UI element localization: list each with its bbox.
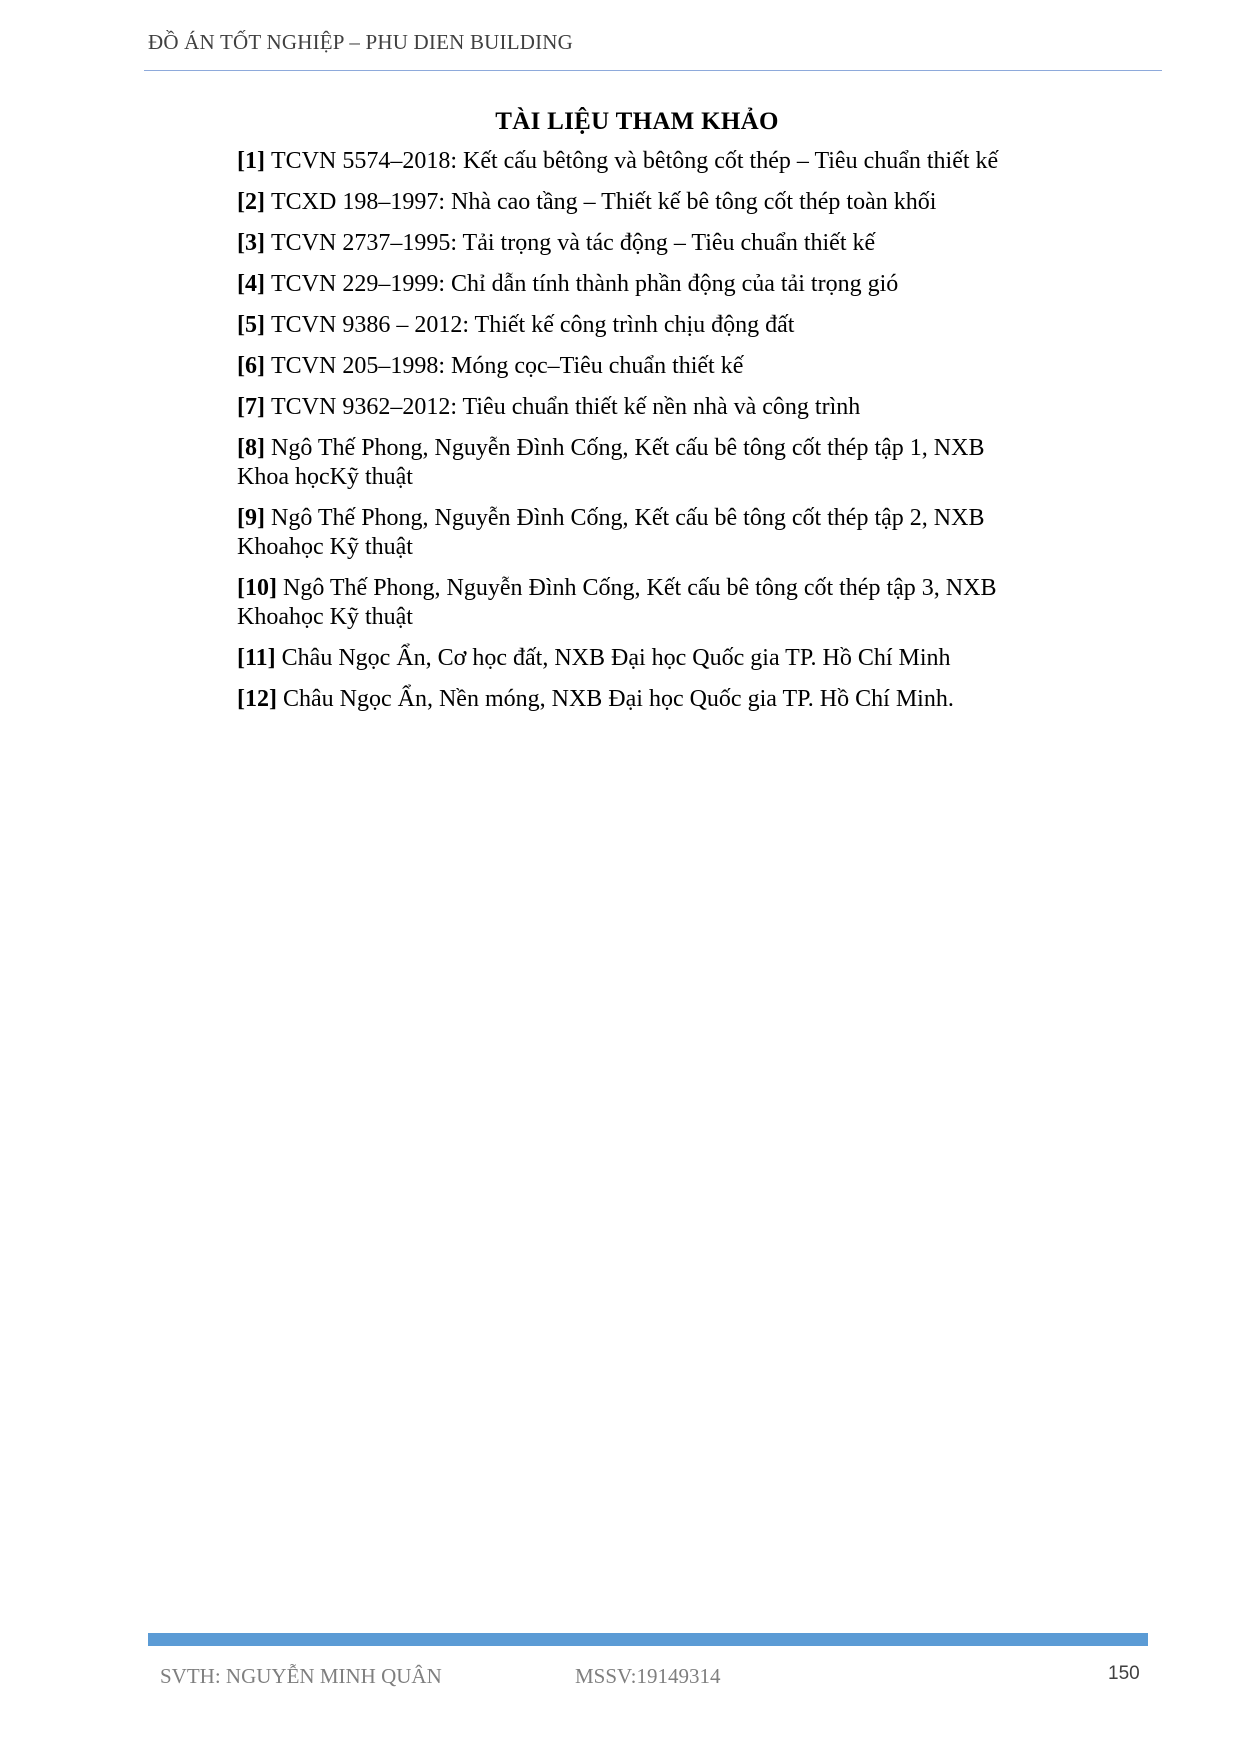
reference-item-12 bbox=[237, 685, 1037, 714]
reference-text: TCVN 229–1999: Chỉ dẫn tính thành phần động của tải trọng gió bbox=[270, 271, 899, 297]
reference-number: [5] bbox=[237, 312, 265, 338]
reference-text: Ngô Thế Phong, Nguyễn Đình Cống, Kết cấu bê tông cốt thép tập 3, NXB Khoahọc Kỹ thuật bbox=[237, 575, 997, 630]
reference-number: [10] bbox=[237, 575, 277, 601]
reference-number: [1] bbox=[237, 148, 265, 174]
page-title: TÀI LIỆU THAM KHẢO bbox=[495, 108, 779, 135]
reference-item-5 bbox=[237, 311, 1037, 340]
reference-list bbox=[237, 147, 1037, 714]
reference-number: [8] bbox=[237, 435, 265, 461]
reference-text: TCVN 9362–2012: Tiêu chuẩn thiết kế nền nhà và công trình bbox=[270, 394, 861, 420]
reference-number: [6] bbox=[237, 353, 265, 379]
reference-text: TCXD 198–1997: Nhà cao tầng – Thiết kế bê tông cốt thép toàn khối bbox=[270, 189, 937, 215]
reference-number: [12] bbox=[237, 686, 277, 712]
reference-item-2 bbox=[237, 188, 1037, 217]
footer-student-name: SVTH: NGUYỄN MINH QUÂN bbox=[160, 1664, 442, 1688]
footer-student-id: MSSV:19149314 bbox=[575, 1664, 721, 1688]
reference-text: TCVN 5574–2018: Kết cấu bêtông và bêtông cốt thép – Tiêu chuẩn thiết kế bbox=[270, 148, 999, 174]
reference-item-10 bbox=[237, 574, 1037, 632]
reference-text: Châu Ngọc Ẩn, Cơ học đất, NXB Đại học Quốc gia TP. Hồ Chí Minh bbox=[281, 645, 951, 671]
reference-text: Ngô Thế Phong, Nguyễn Đình Cống, Kết cấu bê tông cốt thép tập 2, NXB Khoahọc Kỹ thuật bbox=[237, 505, 985, 560]
reference-item-4 bbox=[237, 270, 1037, 299]
reference-text: TCVN 205–1998: Móng cọc–Tiêu chuẩn thiết kế bbox=[270, 353, 744, 379]
reference-number: [7] bbox=[237, 394, 265, 420]
header-title: ĐỒ ÁN TỐT NGHIỆP – PHU DIEN BUILDING bbox=[148, 30, 574, 54]
reference-number: [4] bbox=[237, 271, 265, 297]
reference-item-1 bbox=[237, 147, 1037, 176]
reference-number: [11] bbox=[237, 645, 276, 671]
page-number: 150 bbox=[1108, 1663, 1140, 1684]
reference-text: TCVN 2737–1995: Tải trọng và tác động – Tiêu chuẩn thiết kế bbox=[270, 230, 876, 256]
reference-item-3 bbox=[237, 229, 1037, 258]
reference-text: TCVN 9386 – 2012: Thiết kế công trình chịu động đất bbox=[270, 312, 795, 338]
reference-text: Châu Ngọc Ẩn, Nền móng, NXB Đại học Quốc gia TP. Hồ Chí Minh. bbox=[282, 686, 954, 712]
reference-item-11 bbox=[237, 644, 1037, 673]
page-header bbox=[148, 28, 1148, 72]
reference-item-7 bbox=[237, 393, 1037, 422]
reference-number: [9] bbox=[237, 505, 265, 531]
reference-item-8 bbox=[237, 434, 1037, 492]
reference-number: [2] bbox=[237, 189, 265, 215]
reference-number: [3] bbox=[237, 230, 265, 256]
reference-text: Ngô Thế Phong, Nguyễn Đình Cống, Kết cấu bê tông cốt thép tập 1, NXB Khoa họcKỹ thuật bbox=[237, 435, 985, 490]
references-section bbox=[237, 105, 1037, 726]
reference-item-6 bbox=[237, 352, 1037, 381]
footer-divider-bar bbox=[148, 1633, 1148, 1646]
reference-item-9 bbox=[237, 504, 1037, 562]
header-divider bbox=[144, 70, 1162, 71]
